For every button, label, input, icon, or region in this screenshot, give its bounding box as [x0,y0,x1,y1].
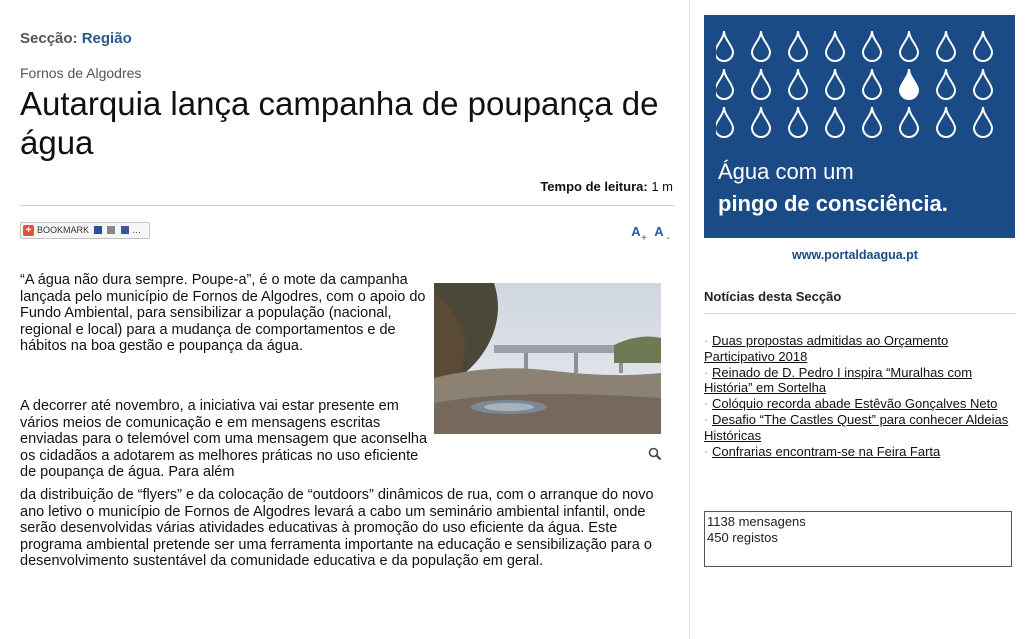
article-paragraph: “A água não dura sempre. Poupe-a”, é o mote da campanha lançada pelo município de Fornos de Algodres, com o apoio do Fundo Ambiental, para sensibilizar a população (nacional, regional e local) para a mudança de comportamentos e de hábitos na boa gestão e poupança da água. [20,272,426,355]
divider [704,313,1016,314]
drop-icon [789,107,807,137]
news-link[interactable]: Confrarias encontram-se na Feira Farta [711,443,941,459]
drop-icon [937,107,955,137]
section-line [20,30,132,47]
water-campaign-banner[interactable] [704,15,1015,238]
list-item: · Duas propostas admitidas ao Orçamento Participativo 2018 [704,333,949,364]
drop-icon [974,31,992,61]
facebook-icon [121,226,129,234]
drop-icon [863,31,881,61]
drop-icon [900,107,918,137]
divider [20,205,675,206]
drop-icon [716,107,733,137]
dry-riverbed-image [434,283,661,434]
forum-stats-box [704,511,1012,567]
font-increase-button[interactable] [629,224,647,244]
drop-icon [900,31,918,61]
banner-line-2: pingo de consciência. [718,191,948,216]
reading-time-value: 1 m [651,179,673,194]
drop-icon [752,31,770,61]
more-icon: … [132,225,142,235]
article-title: Autarquia lança campanha de poupança de água [20,85,659,161]
section-news-heading: Notícias desta Secção [704,289,842,304]
drop-icon [789,31,807,61]
list-item: · Confrarias encontram-se na Feira Farta [704,443,941,459]
drop-icon [752,69,770,99]
delicious-icon [94,226,102,234]
section-link[interactable]: Região [81,30,132,47]
filled-drop-icon [900,69,918,99]
zoom-icon[interactable] [648,447,662,461]
list-item: · Colóquio recorda abade Estêvão Gonçalves Neto [704,396,998,412]
bookmark-label: BOOKMARK [37,225,90,235]
font-decrease-button[interactable] [652,224,670,244]
drop-icon [716,69,733,99]
article-location: Fornos de Algodres [20,65,142,81]
drop-icon [974,107,992,137]
bookmark-button[interactable] [20,222,150,239]
news-link[interactable]: Reinado de D. Pedro I inspira “Muralhas com História” em Sortelha [704,364,973,396]
drop-icon [826,69,844,99]
reading-time [540,179,673,194]
list-item: · Desafio “The Castles Quest” para conhecer Aldeias Históricas [704,411,1009,443]
plus-icon: + [23,225,34,236]
drop-icon [826,107,844,137]
font-increase-label: A [631,224,641,239]
article-paragraph-continued: da distribuição de “flyers” e da colocação de “outdoors” dinâmicos de rua, com o arranque do novo ano letivo o município de Fornos de Algodres levará a cabo um seminário ambiental infantil, onde serão desenvolvidas várias atividades educativas à promoção do uso eficiente da água. Este programa ambiental pretende ser uma ferramenta importante na educação e sensibilização para o desenvolvimento sustentável da comunidade educativa e da população em geral. [20,487,654,570]
banner-url[interactable]: www.portaldaagua.pt [792,248,918,262]
banner-line-1: Água com um [718,159,854,184]
font-decrease-label: A [654,224,664,239]
news-link[interactable]: Colóquio recorda abade Estêvão Gonçalves Neto [711,396,998,412]
drop-icon [863,107,881,137]
article-photo[interactable] [434,283,661,434]
sidebar [704,0,1016,639]
article-area [20,0,675,639]
section-news-list [704,333,1016,459]
drop-icon [752,107,770,137]
reading-time-label: Tempo de leitura: [540,179,648,194]
article-paragraph: A decorrer até novembro, a iniciativa vai estar presente em vários meios de comunicação e em mensagens escritas enviadas para o telemóvel com uma mensagem que aconselha os cidadãos a adotarem as melhores práticas no uso eficiente de poupança de água. Para além [20,398,428,481]
plus-icon: + [641,233,647,244]
section-label: Secção: [20,30,78,47]
drop-icon [974,69,992,99]
minus-icon: - [666,233,670,244]
drop-icon [789,69,807,99]
drop-icon [937,31,955,61]
digg-icon [107,226,115,234]
messages-count: 1138 mensagens [707,514,806,529]
drop-icon [937,69,955,99]
drop-icon [826,31,844,61]
news-link[interactable]: Desafio “The Castles Quest” para conhecer Aldeias Históricas [704,411,1009,443]
drop-icon [716,31,733,61]
news-link[interactable]: Duas propostas admitidas ao Orçamento Participativo 2018 [704,333,949,364]
registrations-count: 450 registos [707,530,778,545]
water-drops-icon [716,27,1006,147]
drop-icon [863,69,881,99]
column-divider [689,0,690,639]
list-item: · Reinado de D. Pedro I inspira “Muralhas com História” em Sortelha [704,364,973,396]
